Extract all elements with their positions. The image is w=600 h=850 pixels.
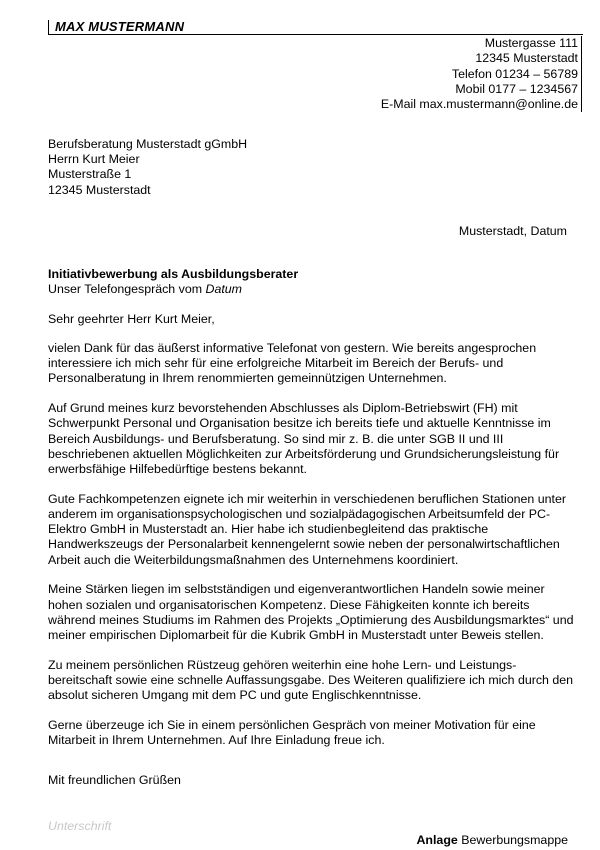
sender-address-block bbox=[318, 36, 582, 112]
enclosure-value: Bewerbungsmappe bbox=[457, 833, 568, 847]
sender-name-bar bbox=[48, 20, 583, 35]
sender-street: Mustergasse 111 bbox=[484, 36, 578, 50]
subject-ref-date: Datum bbox=[205, 282, 242, 296]
salutation: Sehr geehrter Herr Kurt Meier, bbox=[48, 312, 215, 326]
subject-reference bbox=[48, 282, 298, 297]
sender-name: MAX MUSTERMANN bbox=[55, 19, 185, 34]
recipient-person: Herrn Kurt Meier bbox=[48, 152, 140, 167]
body-paragraph: Auf Grund meines kurz bevorstehenden Abschlusses als Diplom-Betriebswirt (FH) mit Schwerpunkt Personal und Organisation besitze ich bereits tiefe und aktuelle Kenntnisse im Bereich Ausbildungs- und Berufsberatung. So sind mir z. B. die unter SGB II und III beschriebenen aktuellen Möglichkeiten zur Arbeitsförderung und Grundsicherungsleistung für erwerbsfähige Hilfebedürftige bestens bekannt. bbox=[48, 401, 560, 477]
sender-city: 12345 Musterstadt bbox=[475, 51, 578, 66]
sender-mobile: Mobil 0177 – 1234567 bbox=[455, 81, 578, 96]
body-paragraph: Gerne überzeuge ich Sie in einem persönlichen Gespräch von meiner Motivation für eine Mitarbeit in Ihrem Unternehmen. Auf Ihre Einladung freue ich. bbox=[48, 718, 536, 748]
subject-title: Initiativbewerbung als Ausbildungsberater bbox=[48, 267, 299, 281]
recipient-city: 12345 Musterstadt bbox=[48, 182, 151, 197]
body-paragraph: Gute Fachkompetenzen eignete ich mir weiterhin in verschiedenen beruflichen Stationen unter anderem im organisationspsychologischen und sozialpädagogischen Arbeitsumfeld der PC-Elektro GmbH in Musterstadt an. Hier habe ich studienbegleitend das praktische Handwerkszeugs der Personalarbeit kennengelernt sowie neben der personalwirtschaftlichen Arbeit auch die Weiterbildungsmaßnahmen des Unternehmens koordiniert. bbox=[48, 491, 566, 567]
recipient-address-block bbox=[48, 137, 247, 198]
sender-phone: Telefon 01234 – 56789 bbox=[451, 66, 578, 81]
body-paragraph: Zu meinem persönlichen Rüstzeug gehören weiterhin eine hohe Lern- und Leistungs-bereitschaft sowie eine schnelle Auffassungsgabe. Des Weiteren qualifiziere ich mich durch den absolut sicheren Umgang mit dem PC und gute Englischkenntnisse. bbox=[48, 657, 574, 703]
letter-body bbox=[48, 341, 576, 763]
recipient-street: Musterstraße 1 bbox=[48, 167, 132, 182]
signature-placeholder: Unterschrift bbox=[48, 819, 112, 833]
enclosure-note bbox=[416, 833, 568, 847]
subject-ref-prefix: Unser Telefongespräch vom bbox=[48, 282, 206, 296]
recipient-company: Berufsberatung Musterstadt gGmbH bbox=[48, 137, 248, 151]
letter-date: Musterstadt, Datum bbox=[458, 224, 567, 238]
body-paragraph: Meine Stärken liegen im selbstständigen und eigenverantwortlichen Handeln sowie meiner hohen sozialen und organisatorischen Kompetenz. Diese Fähigkeiten konnte ich bereits während meines Studiums im Rahmen des Projekts „Optimierung des Ausbildungsmarktes“ und meiner empirischen Diplomarbeit für die Kubrik GmbH in Musterstadt unter Beweis stellen. bbox=[48, 582, 574, 643]
subject-block bbox=[48, 267, 298, 297]
sender-email: E-Mail max.mustermann@online.de bbox=[380, 97, 578, 112]
enclosure-label: Anlage bbox=[416, 833, 458, 847]
closing: Mit freundlichen Grüßen bbox=[48, 773, 181, 787]
body-paragraph: vielen Dank für das äußerst informative Telefonat von gestern. Wie bereits angesprochen interessiere ich mich sehr für eine erfolgreiche Mitarbeit im Bereich der Berufs- und Personalberatung in Ihrem renommierten gemeinnützigen Unternehmen. bbox=[48, 341, 537, 386]
